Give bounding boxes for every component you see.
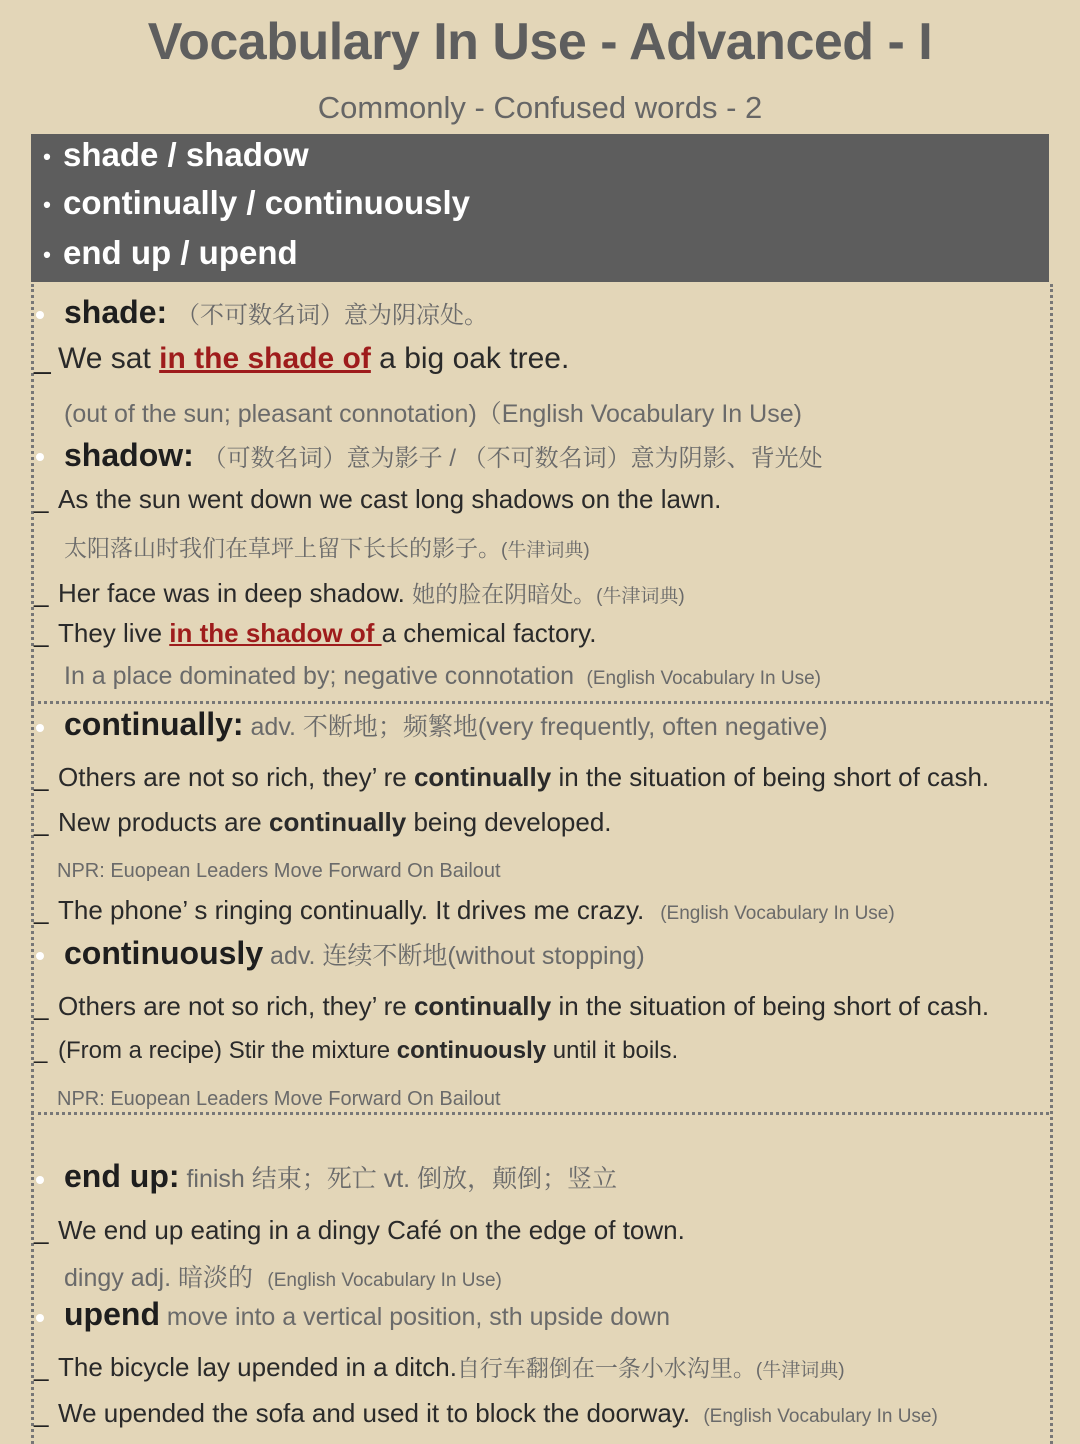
example-note: (out of the sun; pleasant connotation)（English Vocabulary In Use): [64, 400, 802, 428]
bullet-icon: [36, 724, 44, 732]
example-sentence: _ We upended the sofa and used it to block the doorway. (English Vocabulary In Use): [34, 1398, 938, 1428]
section-divider: [31, 701, 1049, 704]
entry-shade: shade: （不可数名词）意为阴凉处。: [64, 294, 489, 330]
example-translation: 太阳落山时我们在草坪上留下长长的影子。(牛津词典): [64, 535, 590, 561]
summary-item: • shade / shadow: [31, 136, 309, 174]
example-sentence: _ New products are continually being developed.: [34, 807, 612, 837]
section-divider: [31, 1112, 1049, 1115]
example-sentence: _ They live in the shadow of a chemical factory.: [34, 618, 597, 648]
example-note: In a place dominated by; negative connotation (English Vocabulary In Use): [64, 662, 821, 690]
example-sentence: _ The bicycle lay upended in a ditch.自行车翻倒在一条小水沟里。(牛津词典): [34, 1352, 845, 1382]
entry-upend: upend move into a vertical position, sth upside down: [64, 1296, 670, 1332]
example-sentence: _ We sat in the shade of a big oak tree.: [34, 342, 570, 375]
example-sentence: _ Her face was in deep shadow. 她的脸在阴暗处。(牛津词典): [34, 578, 685, 608]
example-sentence: _ We end up eating in a dingy Café on the edge of town.: [34, 1215, 685, 1245]
summary-item: • end up / upend: [31, 234, 298, 272]
bullet-icon: •: [43, 192, 51, 218]
example-sentence: _ Others are not so rich, they’ re continually in the situation of being short of cash.: [34, 991, 990, 1021]
page-title: Vocabulary In Use - Advanced - I: [147, 13, 933, 71]
page-subtitle: Commonly - Confused words - 2: [317, 90, 763, 125]
entry-continuously: continuously adv. 连续不断地(without stopping): [64, 935, 645, 971]
bullet-icon: [36, 311, 44, 319]
example-sentence: _ As the sun went down we cast long shadows on the lawn.: [34, 484, 722, 514]
summary-box: [31, 134, 1049, 282]
bullet-icon: [36, 453, 44, 461]
example-sentence: _ (From a recipe) Stir the mixture continuously until it boils.: [34, 1037, 679, 1064]
example-sentence: _ The phone’ s ringing continually. It drives me crazy. (English Vocabulary In Use): [34, 895, 895, 925]
bullet-icon: •: [43, 242, 51, 268]
bullet-icon: [36, 1314, 44, 1322]
source-citation: NPR: Euopean Leaders Move Forward On Bailout: [57, 1088, 501, 1110]
bullet-icon: [36, 952, 44, 960]
entry-shadow: shadow: （可数名词）意为影子 / （不可数名词）意为阴影、背光处: [64, 437, 823, 473]
entry-continually: continually: adv. 不断地；频繁地(very frequently, often negative): [64, 706, 828, 742]
summary-item: • continually / continuously: [31, 184, 470, 222]
example-sentence: _ Others are not so rich, they’ re continually in the situation of being short of cash.: [34, 762, 990, 792]
bullet-icon: •: [43, 144, 51, 170]
source-citation: NPR: Euopean Leaders Move Forward On Bailout: [57, 860, 501, 882]
bullet-icon: [36, 1176, 44, 1184]
example-note: dingy adj. 暗淡的 (English Vocabulary In Use): [64, 1264, 502, 1292]
entry-end-up: end up: finish 结束；死亡 vt. 倒放，颠倒；竖立: [64, 1158, 618, 1194]
